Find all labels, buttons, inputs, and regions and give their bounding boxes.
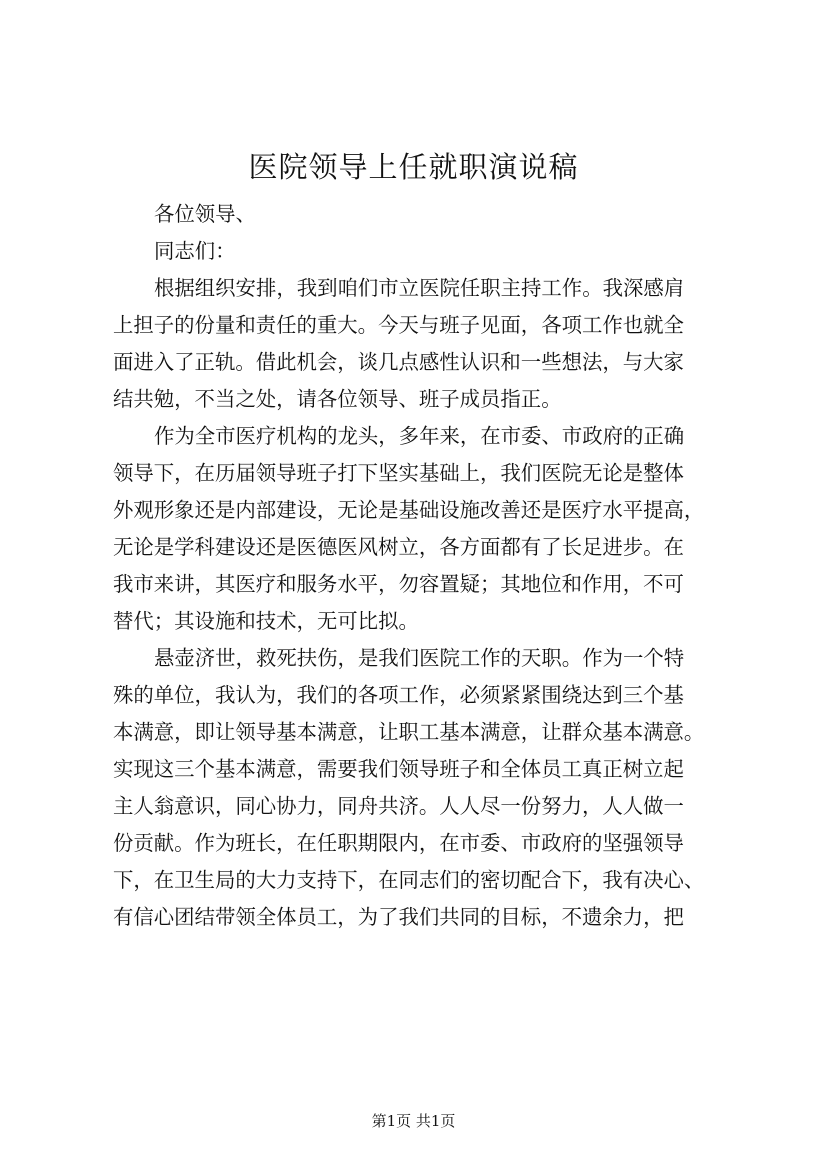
text-line: 无论是学科建设还是医德医风树立，各方面都有了长足进步。在: [113, 535, 684, 559]
text-line: 外观形象还是内部建设，无论是基础设施改善还是医疗水平提高，: [113, 498, 705, 522]
text-line: 有信心团结带领全体员工，为了我们共同的目标，不遗余力，把: [113, 905, 684, 929]
text-line: 悬壶济世，救死扶伤，是我们医院工作的天职。作为一个特: [154, 646, 685, 670]
text-line: 实现这三个基本满意，需要我们领导班子和全体员工真正树立起: [113, 757, 684, 781]
text-line: 上担子的份量和责任的重大。今天与班子见面，各项工作也就全: [113, 313, 684, 337]
text-line: 本满意，即让领导基本满意，让职工基本满意，让群众基本满意。: [113, 720, 705, 744]
document-title: 医院领导上任就职演说稿: [248, 150, 579, 184]
text-line: 份贡献。作为班长，在任职期限内，在市委、市政府的坚强领导: [113, 831, 684, 855]
paragraph-3: [113, 640, 719, 936]
paragraph-1: [113, 270, 719, 418]
text-line: 面进入了正轨。借此机会，谈几点感性认识和一些想法，与大家: [113, 350, 684, 374]
text-line: 我市来讲，其医疗和服务水平，勿容置疑；其地位和作用，不可: [113, 572, 684, 596]
text-line: 替代；其设施和技术，无可比拟。: [113, 609, 419, 633]
text-line: 下，在卫生局的大力支持下，在同志们的密切配合下，我有决心、: [113, 868, 705, 892]
page-footer: 第1页 共1页: [371, 1112, 456, 1130]
text-line: 殊的单位，我认为，我们的各项工作，必须紧紧围绕达到三个基: [113, 683, 684, 707]
text-line: 根据组织安排，我到咱们市立医院任职主持工作。我深感肩: [154, 276, 685, 300]
text-line: 领导下，在历届领导班子打下坚实基础上，我们医院无论是整体: [113, 461, 684, 485]
salutation-line: 各位领导、: [154, 202, 256, 226]
paragraph-2: [113, 418, 719, 640]
salutation-line: 同志们：: [154, 239, 236, 263]
text-line: 结共勉，不当之处，请各位领导、班子成员指正。: [113, 387, 562, 411]
text-line: 作为全市医疗机构的龙头，多年来，在市委、市政府的正确: [154, 424, 685, 448]
document-body: [113, 196, 719, 936]
text-line: 主人翁意识，同心协力，同舟共济。人人尽一份努力，人人做一: [113, 794, 684, 818]
